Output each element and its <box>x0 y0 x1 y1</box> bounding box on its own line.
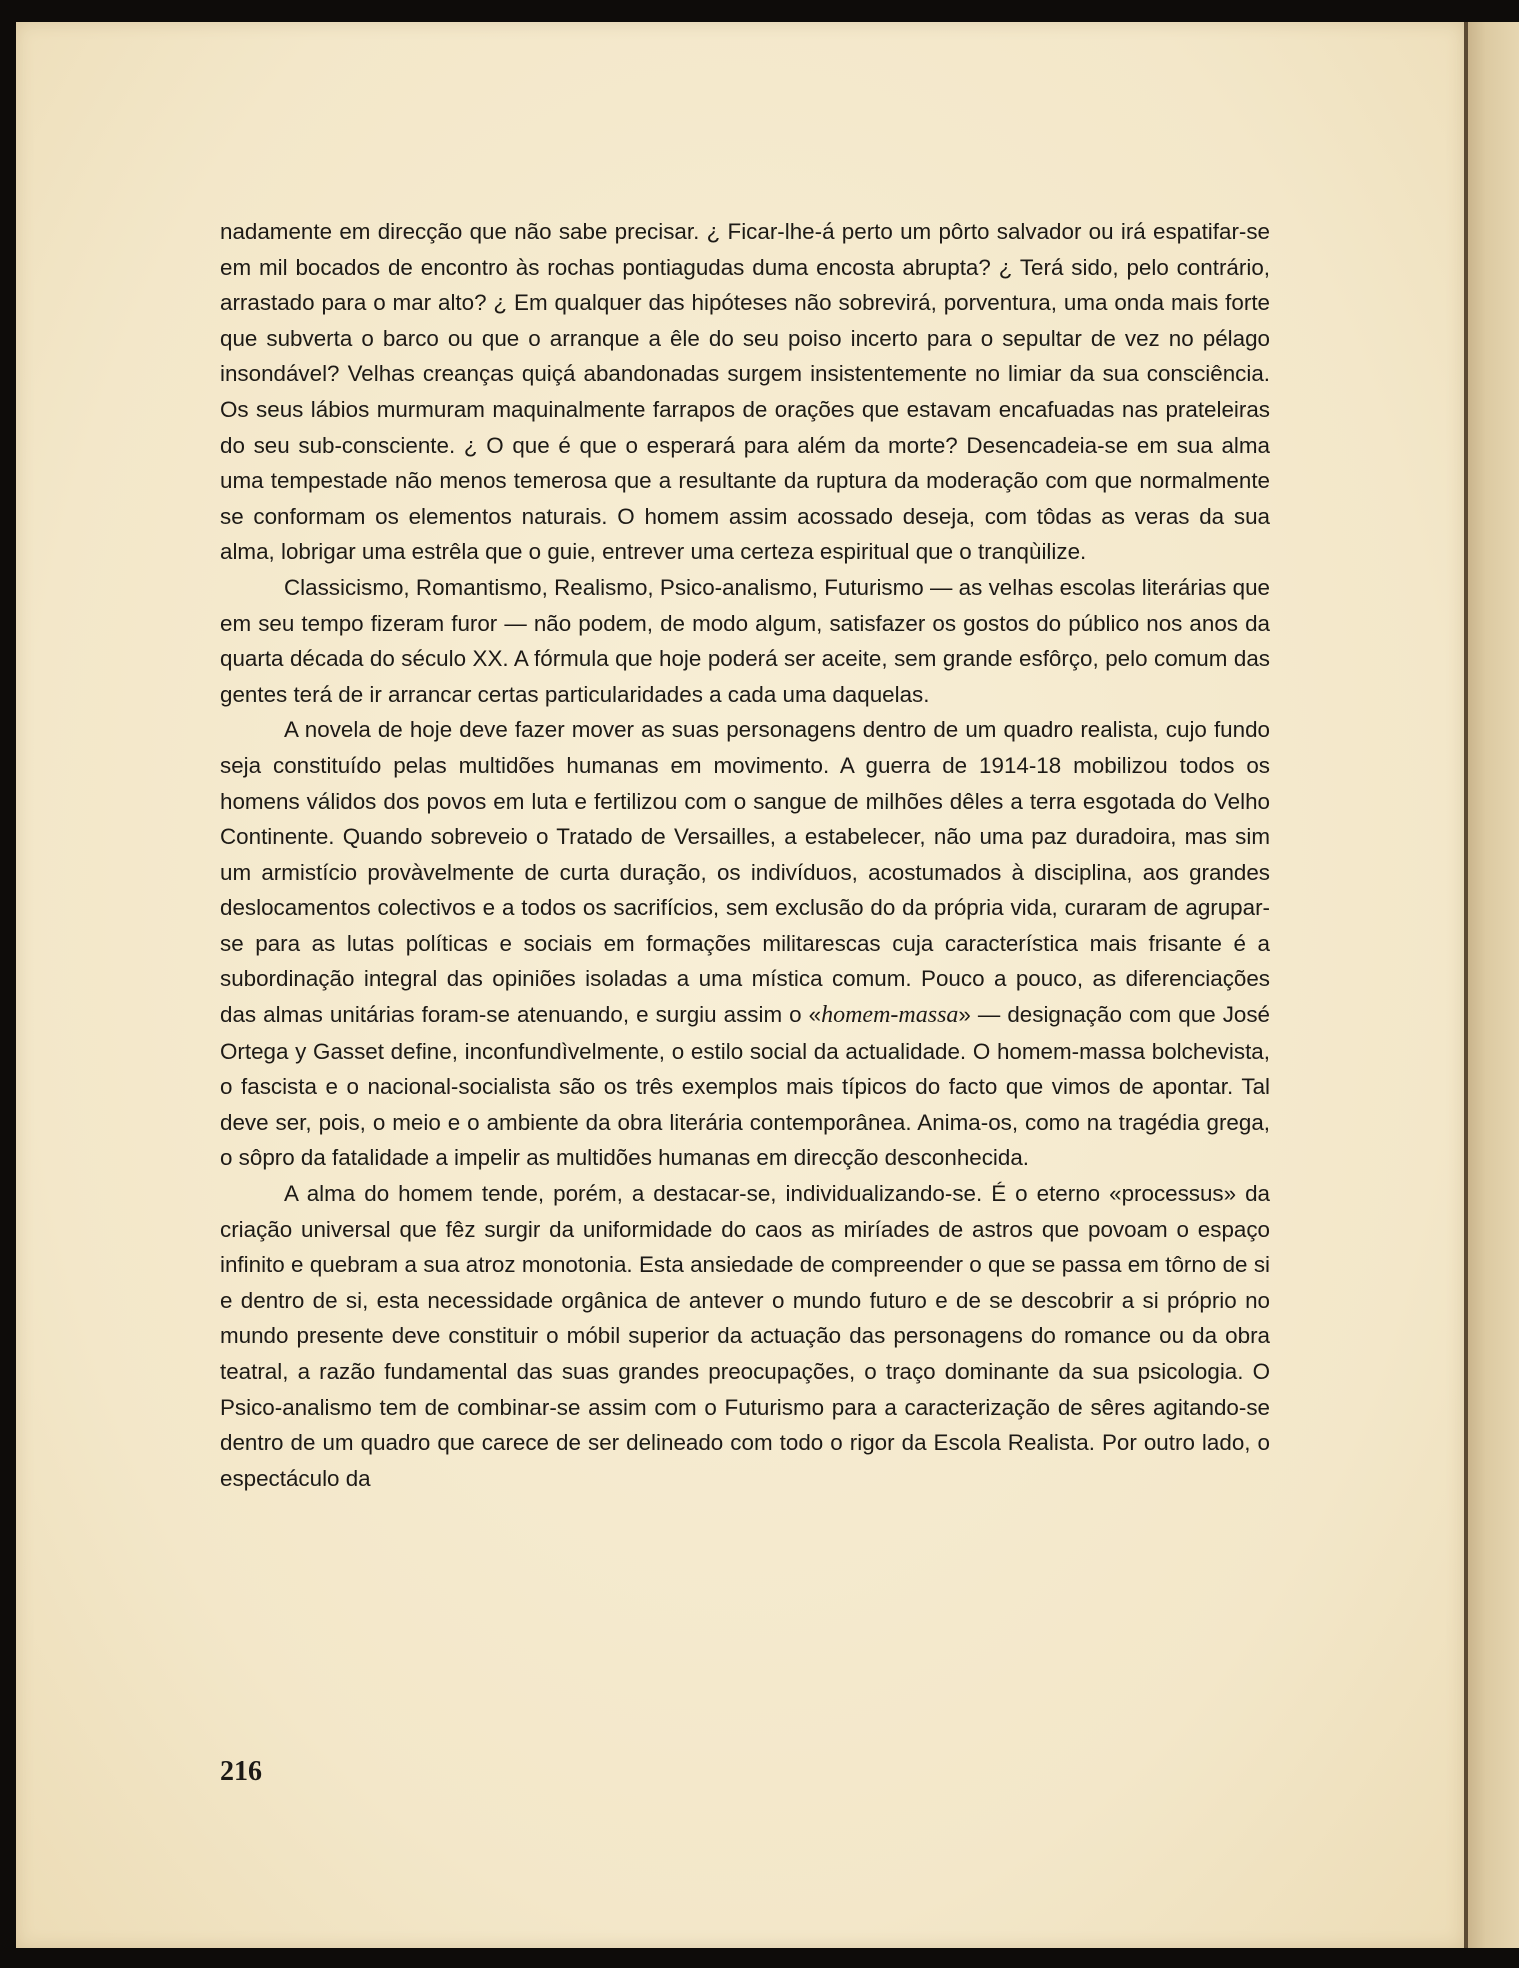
page-number: 216 <box>220 1756 262 1787</box>
paragraph <box>220 712 1270 1176</box>
paragraph-text: A novela de hoje deve fazer mover as suas personagens dentro de um quadro realista, cujo fundo seja constituído pelas multidões humanas em movimento. A guerra de 1914-18 mobilizou todos os homens válidos dos povos em luta e fertilizou com o sangue de milhões dêles a terra esgotada do Velho Continente. Quando sobreveio o Tratado de Versailles, a estabelecer, não uma paz duradoira, mas sim um armistício provàvelmente de curta duração, os indivíduos, acostumados à disciplina, aos grandes deslocamentos colectivos e a todos os sacrifícios, sem exclusão do da própria vida, curaram de agrupar-se para as lutas políticas e sociais em formações militarescas cuja característica mais frisante é a subordinação integral das opiniões isoladas a uma mística comum. Pouco a pouco, as diferenciações das almas unitárias foram-se atenuando, e surgiu assim o « <box>220 717 1270 1028</box>
paragraph-text: A alma do homem tende, porém, a destacar-se, individualizando-se. É o eterno «processus» da criação universal que fêz surgir da uniformidade do caos as miríades de astros que povoam o espaço infinito e quebram a sua atroz monotonia. Esta ansiedade de compreender o que se passa em tôrno de si e dentro de si, esta necessidade orgânica de antever o mundo futuro e de se descobrir a si próprio no mundo presente deve constituir o móbil superior da actuação das personagens do romance ou da obra teatral, a razão fundamental das suas grandes preocupações, o traço dominante da sua psicologia. O Psico-analismo tem de combinar-se assim com o Futurismo para a caracterização de sêres agitando-se dentro de um quadro que carece de ser delineado com todo o rigor da Escola Realista. Por outro lado, o espectáculo da <box>220 1181 1270 1491</box>
paragraph <box>220 1176 1270 1496</box>
adjacent-page-edge <box>1468 22 1519 1948</box>
paragraph <box>220 570 1270 712</box>
paragraph <box>220 214 1270 570</box>
paragraph-text: Classicismo, Romantismo, Realismo, Psico-analismo, Futurismo — as velhas escolas literárias que em seu tempo fizeram furor — não podem, de modo algum, satisfazer os gostos do público nos anos da quarta década do século XX. A fórmula que hoje poderá ser aceite, sem grande esfôrço, pelo comum das gentes terá de ir arrancar certas particularidades a cada uma daquelas. <box>220 574 1270 707</box>
body-text <box>220 214 1270 1496</box>
paragraph-text: nadamente em direcção que não sabe precisar. ¿ Ficar-lhe-á perto um pôrto salvador ou irá espatifar-se em mil bocados de encontro às rochas pontiagudas duma encosta abrupta? ¿ Terá sido, pelo contrário, arrastado para o mar alto? ¿ Em qualquer das hipóteses não sobrevirá, porventura, uma onda mais forte que subverta o barco ou que o arranque a êle do seu poiso incerto para o sepultar de vez no pélago insondável? Velhas creanças quiçá abandonadas surgem insistentemente no limiar da sua consciência. Os seus lábios murmuram maquinalmente farrapos de orações que estavam encafuadas nas prateleiras do seu sub-consciente. ¿ O que é que o esperará para além da morte? Desencadeia-se em sua alma uma tempestade não menos temerosa que a resultante da ruptura da moderação com que normalmente se conformam os elementos naturais. O homem assim acossado deseja, com tôdas as veras da sua alma, lobrigar uma estrêla que o guie, entrever uma certeza espiritual que o tranqùilize. <box>220 219 1270 565</box>
paragraph-text: » — designação com que José Ortega y Gasset define, inconfundìvelmente, o estilo social da actualidade. O homem-massa bolchevista, o fascista e o nacional-socialista são os três exemplos mais típicos do facto que vimos de apontar. Tal deve ser, pois, o meio e o ambiente da obra literária contemporânea. Anima-os, como na tragédia grega, o sôpro da fatalidade a impelir as multidões humanas em direcção desconhecida. <box>220 1002 1270 1171</box>
italic-term: homem-massa <box>821 1002 959 1029</box>
